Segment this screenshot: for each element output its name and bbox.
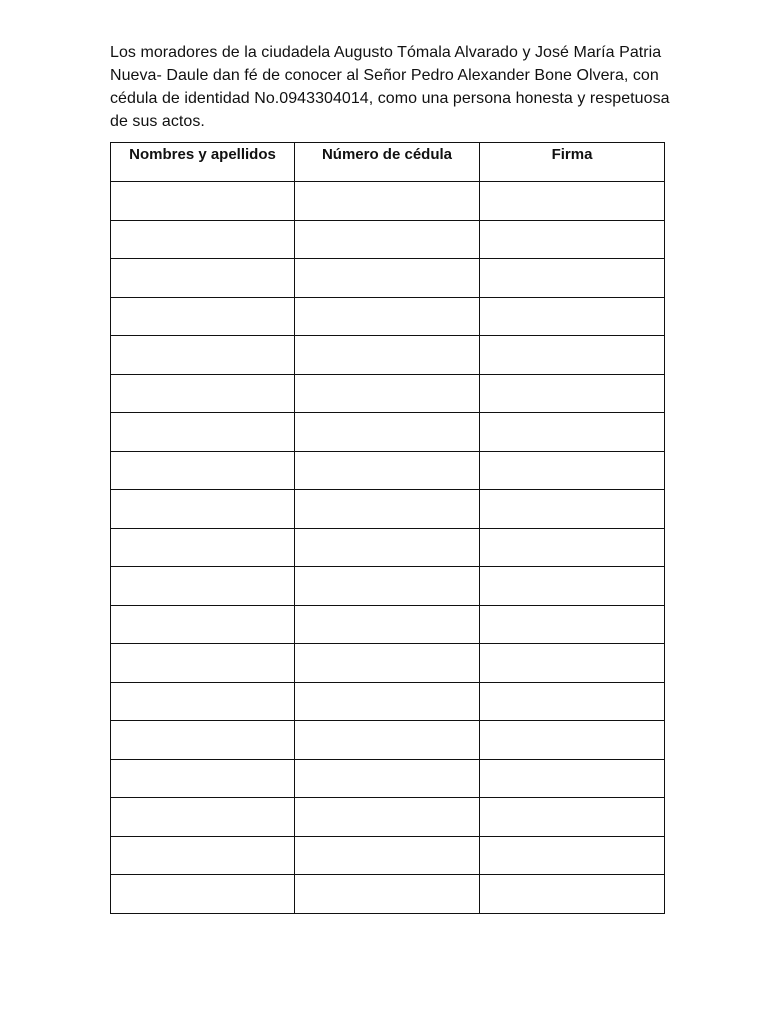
cell-id-number (295, 798, 480, 837)
cell-id-number (295, 528, 480, 567)
cell-id-number (295, 836, 480, 875)
table-row (111, 644, 665, 683)
table-header-row (111, 143, 665, 182)
signature-table (110, 142, 665, 914)
cell-id-number (295, 297, 480, 336)
cell-id-number (295, 374, 480, 413)
cell-signature (480, 759, 665, 798)
cell-signature (480, 605, 665, 644)
cell-id-number (295, 451, 480, 490)
table-row (111, 567, 665, 606)
header-signature: Firma (480, 143, 665, 182)
cell-names (111, 451, 295, 490)
cell-signature (480, 220, 665, 259)
cell-names (111, 490, 295, 529)
cell-id-number (295, 759, 480, 798)
intro-paragraph: Los moradores de la ciudadela Augusto Tómala Alvarado y José María Patria Nueva- Daule dan fé de conocer al Señor Pedro Alexander Bone Olvera, con cédula de identidad No.0943304014, como una persona honesta y respetuosa de sus actos. (110, 44, 670, 130)
cell-names (111, 182, 295, 221)
cell-signature (480, 451, 665, 490)
cell-id-number (295, 721, 480, 760)
cell-signature (480, 682, 665, 721)
cell-id-number (295, 875, 480, 914)
table-row (111, 528, 665, 567)
cell-signature (480, 798, 665, 837)
table-row (111, 413, 665, 452)
cell-names (111, 413, 295, 452)
table-body (111, 182, 665, 914)
cell-signature (480, 374, 665, 413)
cell-names (111, 644, 295, 683)
cell-names (111, 875, 295, 914)
cell-signature (480, 644, 665, 683)
cell-names (111, 682, 295, 721)
cell-signature (480, 182, 665, 221)
cell-names (111, 528, 295, 567)
cell-id-number (295, 182, 480, 221)
cell-id-number (295, 605, 480, 644)
cell-id-number (295, 644, 480, 683)
table-row (111, 451, 665, 490)
cell-names (111, 374, 295, 413)
cell-names (111, 798, 295, 837)
table-row (111, 875, 665, 914)
header-names: Nombres y apellidos (111, 143, 295, 182)
cell-id-number (295, 682, 480, 721)
cell-names (111, 336, 295, 375)
cell-names (111, 721, 295, 760)
cell-names (111, 605, 295, 644)
cell-id-number (295, 413, 480, 452)
table-row (111, 259, 665, 298)
cell-names (111, 297, 295, 336)
cell-id-number (295, 567, 480, 606)
table-row (111, 605, 665, 644)
table-row (111, 374, 665, 413)
cell-signature (480, 721, 665, 760)
cell-signature (480, 259, 665, 298)
table-row (111, 220, 665, 259)
table-row (111, 297, 665, 336)
cell-signature (480, 567, 665, 606)
cell-names (111, 836, 295, 875)
table-row (111, 336, 665, 375)
cell-names (111, 759, 295, 798)
cell-names (111, 220, 295, 259)
table-row (111, 836, 665, 875)
cell-signature (480, 875, 665, 914)
cell-signature (480, 336, 665, 375)
cell-signature (480, 490, 665, 529)
cell-signature (480, 836, 665, 875)
table-row (111, 759, 665, 798)
cell-names (111, 259, 295, 298)
table-row (111, 798, 665, 837)
table-row (111, 682, 665, 721)
header-id-number: Número de cédula (295, 143, 480, 182)
cell-id-number (295, 336, 480, 375)
cell-id-number (295, 220, 480, 259)
cell-id-number (295, 490, 480, 529)
cell-names (111, 567, 295, 606)
cell-signature (480, 528, 665, 567)
table-row (111, 490, 665, 529)
table-row (111, 721, 665, 760)
cell-signature (480, 297, 665, 336)
table-row (111, 182, 665, 221)
cell-signature (480, 413, 665, 452)
cell-id-number (295, 259, 480, 298)
